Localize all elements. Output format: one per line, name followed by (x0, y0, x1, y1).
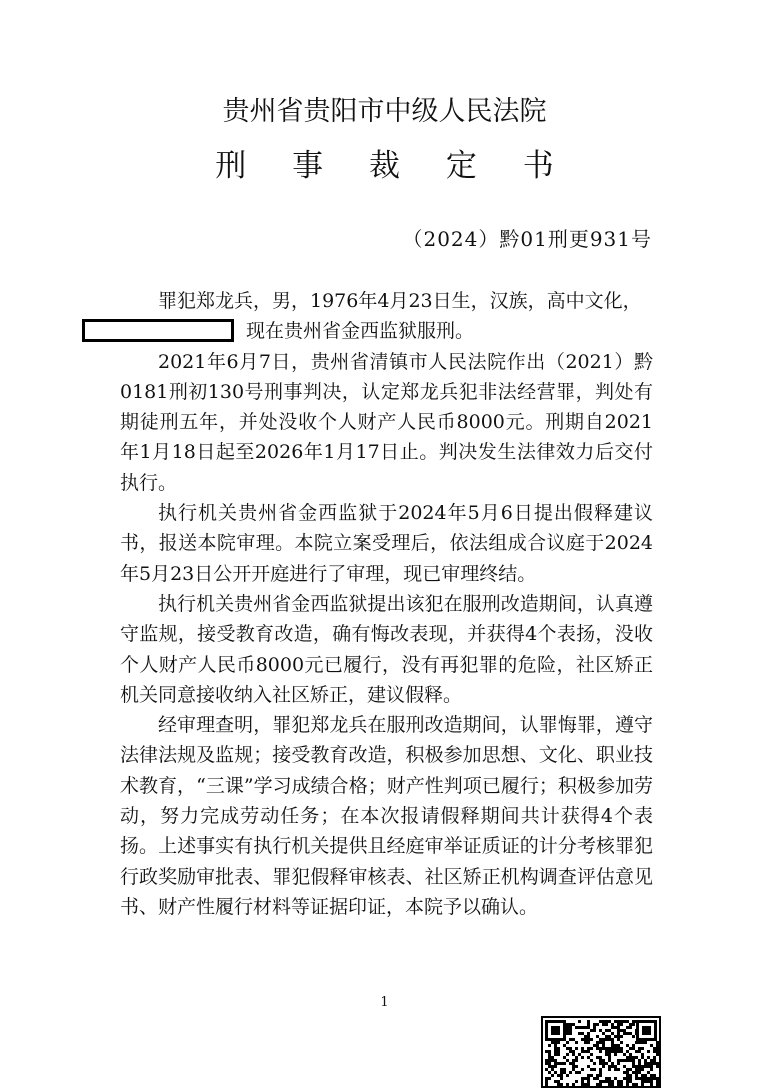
paragraph-original-judgment: 2021年6月7日，贵州省清镇市人民法院作出（2021）黔0181刑初130号刑事判决，认定郑龙兵犯非法经营罪，判处有期徒刑五年，并处没收个人财产人民币8000元。刑期自2021年1月18日起至2026年1月17日止。判决发生法律效力后交付执行。 (120, 350, 653, 494)
qr-code-image (541, 1016, 661, 1088)
paragraph-findings: 经审理查明，罪犯郑龙兵在服刑改造期间，认罪悔罪，遵守法律法规及监规；接受教育改造，积极参加思想、文化、职业技术教育，“三课”学习成绩合格；财产性判项已履行；积极参加劳动，努力完成劳动任务；在本次报请假释期间共计获得4个表扬。上述事实有执行机关提供且经庭审举证质证的计分考核罪犯行政奖励审批表、罪犯假释审核表、社区矫正机构调查评估意见书、财产性履行材料等证据印证，本院予以确认。 (120, 714, 653, 918)
paragraph-proposal-reasons: 执行机关贵州省金西监狱提出该犯在服刑改造期间，认真遵守监规，接受教育改造，确有悔改表现，并获得4个表扬，没收个人财产人民币8000元已履行，没有再犯罪的危险，社区矫正机关同意接收纳入社区矫正，建议假释。 (120, 592, 653, 706)
document-title: 刑 事 裁 定 书 (215, 148, 572, 184)
ruling-body (120, 286, 653, 922)
defendant-info-text: 罪犯郑龙兵，男，1976年4月23日生，汉族，高中文化， (158, 290, 642, 312)
case-number: （2024）黔01刑更931号 (402, 227, 652, 251)
paragraph-defendant-info (120, 286, 653, 347)
page-number: 1 (380, 995, 389, 1010)
paragraph-parole-proposal: 执行机关贵州省金西监狱于2024年5月6日提出假释建议书，报送本院审理。本院立案受理后，依法组成合议庭于2024年5月23日公开开庭进行了审理，现已审理终结。 (120, 502, 653, 585)
court-name: 贵州省贵阳市中级人民法院 (222, 96, 547, 127)
redaction-box (82, 319, 234, 342)
custody-location-text: 现在贵州省金西监狱服刑。 (246, 320, 475, 343)
